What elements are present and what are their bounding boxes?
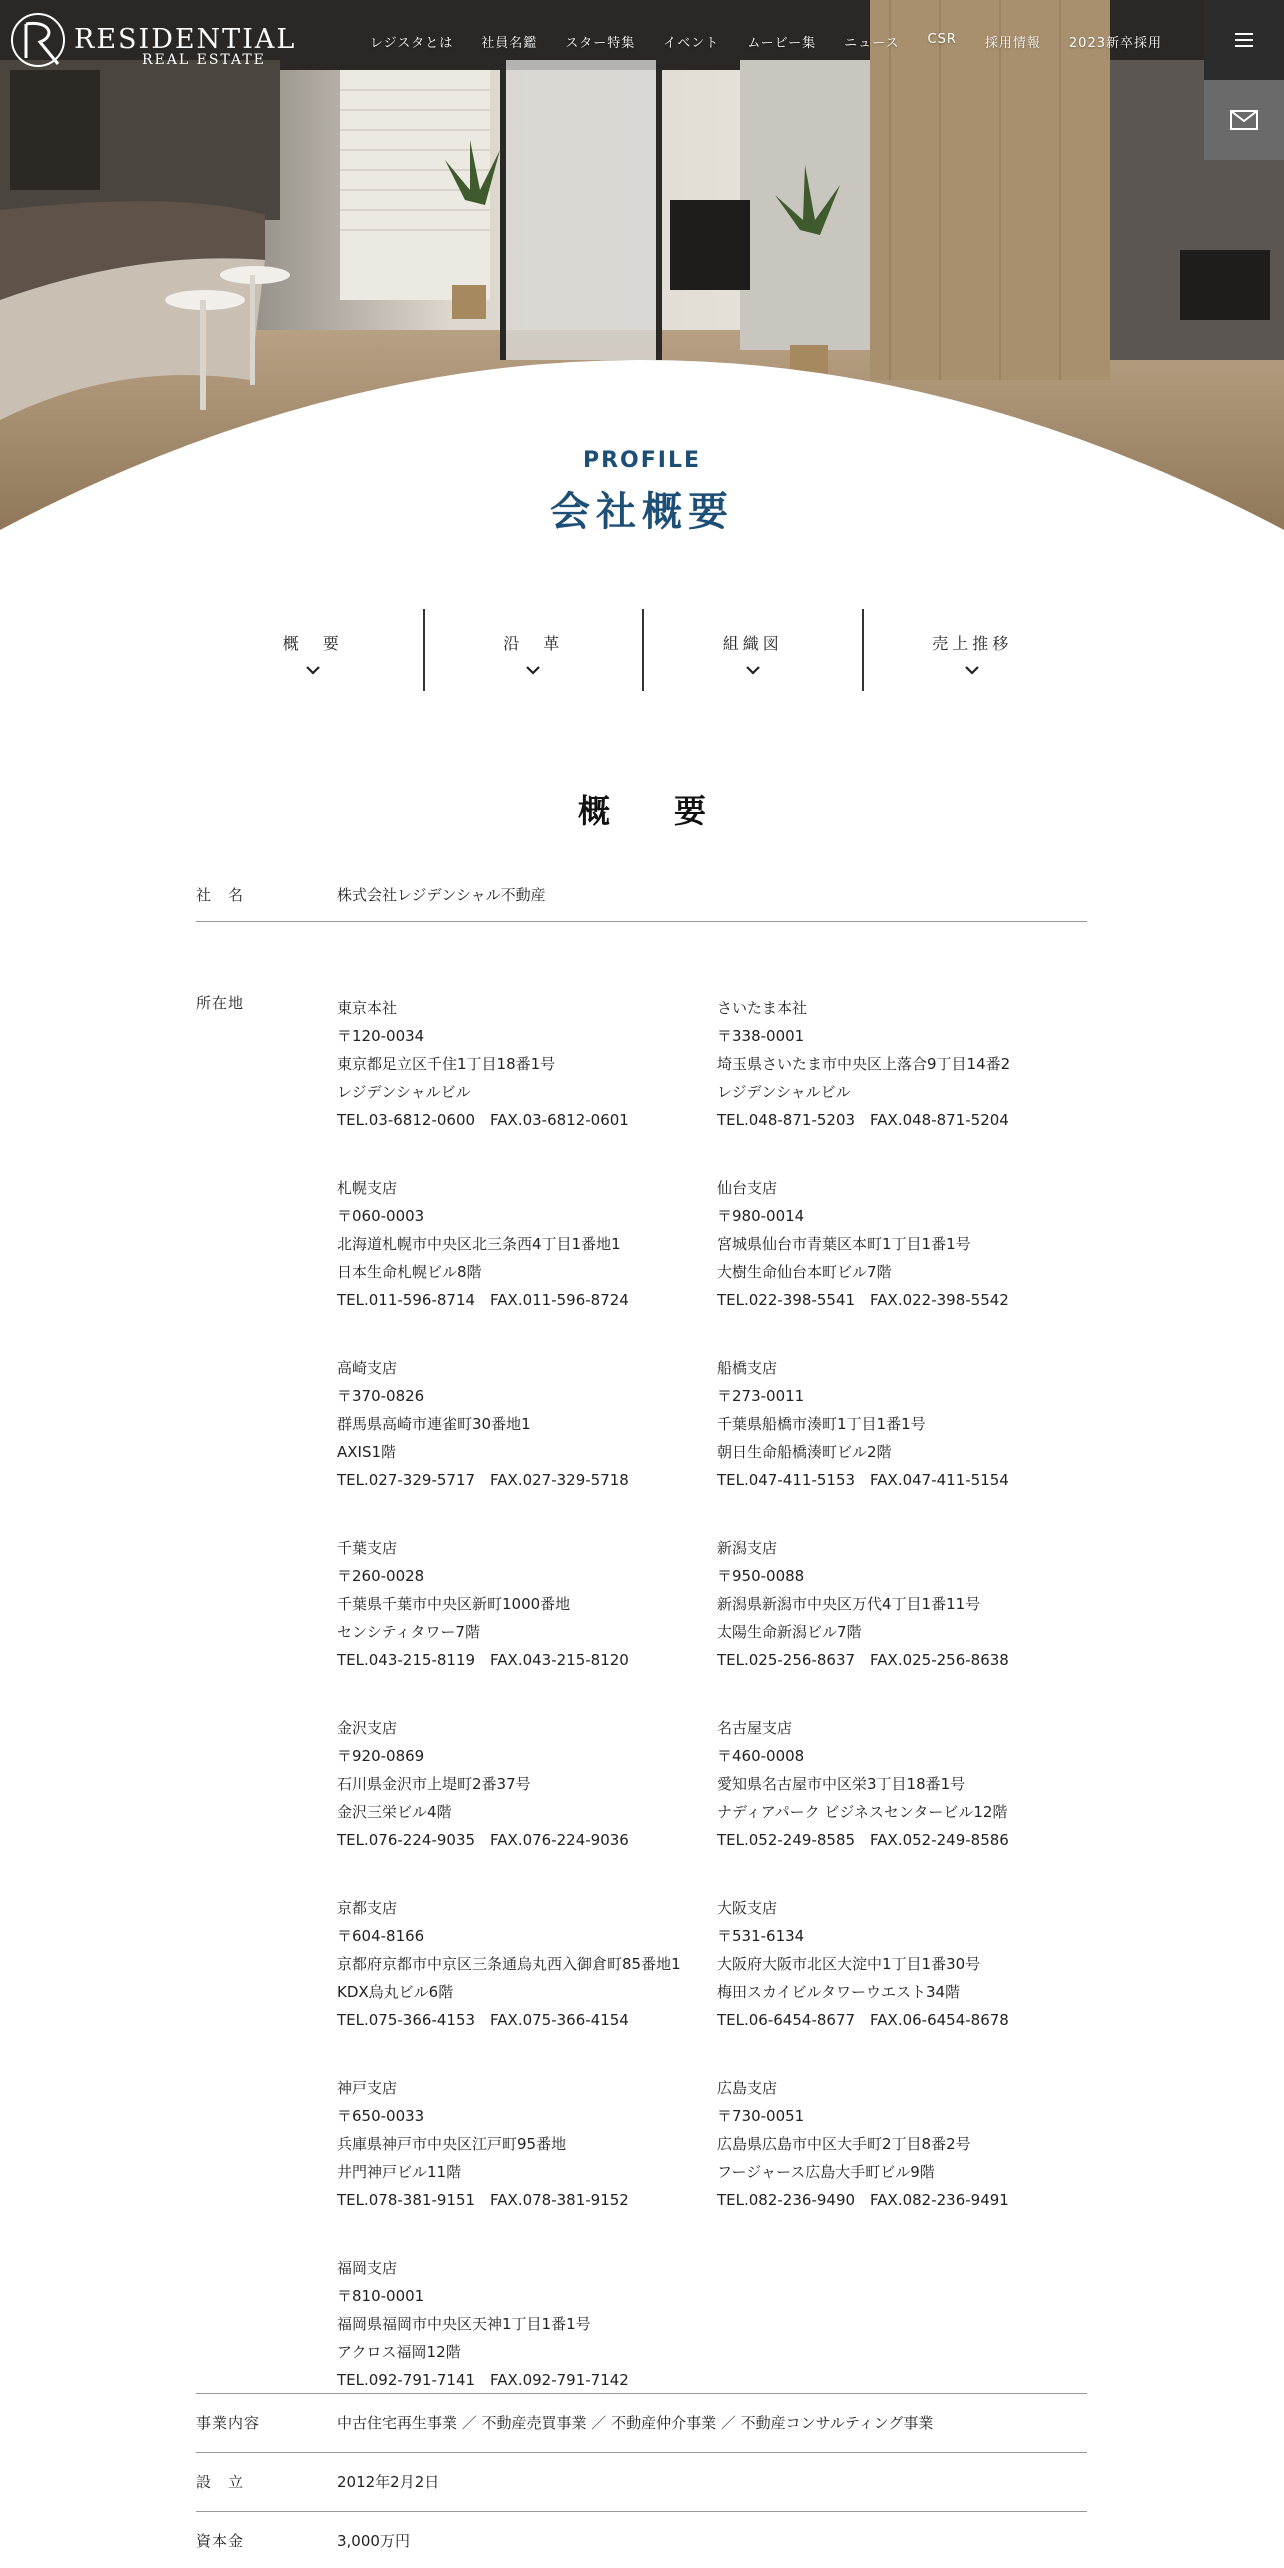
office-tel: TEL.076-224-9035 FAX.076-224-9036 bbox=[337, 1831, 629, 1849]
nav-item-news[interactable]: ニュース bbox=[844, 36, 900, 51]
office-zip: 〒650-0033 bbox=[337, 2107, 425, 2125]
office-zip: 〒060-0003 bbox=[337, 1207, 425, 1225]
office-address: 兵庫県神戸市中央区江戸町95番地 bbox=[337, 2135, 567, 2153]
nav-item-movie[interactable]: ムービー集 bbox=[747, 36, 817, 51]
page-title: 会社概要 bbox=[550, 489, 734, 535]
anchor-item-label: 売上推移 bbox=[932, 634, 1013, 653]
mail-icon bbox=[1230, 110, 1258, 130]
office-tel: TEL.011-596-8714 FAX.011-596-8724 bbox=[337, 1291, 629, 1309]
office-entry bbox=[717, 2074, 1087, 2254]
table-row-business bbox=[196, 2394, 1087, 2453]
office-zip: 〒338-0001 bbox=[717, 1027, 805, 1045]
office-building: AXIS1階 bbox=[337, 1443, 397, 1461]
chevron-down-icon bbox=[305, 665, 321, 675]
row-label: 所在地 bbox=[196, 994, 245, 1012]
office-entry bbox=[717, 1714, 1087, 1894]
office-name: さいたま本社 bbox=[717, 999, 808, 1017]
nav-item-graduate[interactable]: 2023新卒採用 bbox=[1068, 36, 1162, 51]
contact-mail-button[interactable] bbox=[1204, 80, 1284, 160]
anchor-item-sales[interactable] bbox=[862, 609, 1082, 691]
section-title: 概 要 bbox=[577, 792, 722, 830]
office-name: 東京本社 bbox=[337, 999, 398, 1017]
office-address: 愛知県名古屋市中区栄3丁目18番1号 bbox=[717, 1775, 966, 1793]
office-name: 高崎支店 bbox=[337, 1359, 398, 1377]
office-address: 埼玉県さいたま市中央区上落合9丁目14番2 bbox=[717, 1055, 1011, 1073]
office-entry bbox=[717, 1894, 1087, 2074]
office-tel: TEL.06-6454-8677 FAX.06-6454-8678 bbox=[717, 2011, 1009, 2029]
office-building: 朝日生命船橋湊町ビル2階 bbox=[717, 1443, 892, 1461]
office-name: 神戸支店 bbox=[337, 2079, 398, 2097]
office-tel: TEL.078-381-9151 FAX.078-381-9152 bbox=[337, 2191, 629, 2209]
table-row-company-name bbox=[196, 870, 1087, 922]
row-label: 事業内容 bbox=[196, 2414, 261, 2432]
office-tel: TEL.092-791-7141 FAX.092-791-7142 bbox=[337, 2371, 629, 2389]
row-label: 社 名 bbox=[196, 886, 245, 904]
office-address: 北海道札幌市中央区北三条西4丁目1番地1 bbox=[337, 1235, 621, 1253]
capital-value: 3,000万円 bbox=[337, 2532, 410, 2550]
hamburger-menu-button[interactable] bbox=[1204, 0, 1284, 80]
nav-item-event[interactable]: イベント bbox=[663, 36, 720, 51]
office-zip: 〒531-6134 bbox=[717, 1927, 805, 1945]
page-label: PROFILE bbox=[582, 448, 702, 473]
office-address: 広島県広島市中区大手町2丁目8番2号 bbox=[717, 2135, 971, 2153]
office-building: KDX烏丸ビル6階 bbox=[337, 1983, 454, 2001]
office-entry bbox=[337, 1714, 717, 1894]
established-value: 2012年2月2日 bbox=[337, 2473, 440, 2491]
office-zip: 〒460-0008 bbox=[717, 1747, 805, 1765]
office-building: 井門神戸ビル11階 bbox=[337, 2163, 462, 2181]
table-row-address bbox=[196, 922, 1087, 2394]
office-building: レジデンシャルビル bbox=[717, 1083, 851, 1101]
chevron-down-icon bbox=[745, 665, 761, 675]
office-zip: 〒260-0028 bbox=[337, 1567, 425, 1585]
office-building: 太陽生命新潟ビル7階 bbox=[717, 1623, 862, 1641]
office-entry bbox=[337, 1894, 717, 2074]
office-tel: TEL.082-236-9490 FAX.082-236-9491 bbox=[717, 2191, 1009, 2209]
office-building: フージャース広島大手町ビル9階 bbox=[717, 2163, 935, 2181]
office-building: 日本生命札幌ビル8階 bbox=[337, 1263, 482, 1281]
office-name: 名古屋支店 bbox=[717, 1719, 793, 1737]
nav-item-about[interactable]: レジスタとは bbox=[369, 36, 454, 51]
office-tel: TEL.043-215-8119 FAX.043-215-8120 bbox=[337, 1651, 629, 1669]
office-address: 宮城県仙台市青葉区本町1丁目1番1号 bbox=[717, 1235, 971, 1253]
anchor-item-label: 組織図 bbox=[722, 634, 783, 653]
office-building: ナディアパーク ビジネスセンタービル12階 bbox=[717, 1803, 1008, 1821]
office-name: 金沢支店 bbox=[337, 1719, 398, 1737]
nav-item-recruit[interactable]: 採用情報 bbox=[984, 36, 1041, 51]
office-entry bbox=[337, 2074, 717, 2254]
hero bbox=[0, 0, 1284, 540]
office-zip: 〒980-0014 bbox=[717, 1207, 805, 1225]
office-entry bbox=[337, 1354, 717, 1534]
office-entry bbox=[717, 1354, 1087, 1534]
nav-item-csr[interactable]: CSR bbox=[927, 32, 957, 47]
office-tel: TEL.048-871-5203 FAX.048-871-5204 bbox=[717, 1111, 1009, 1129]
office-tel: TEL.03-6812-0600 FAX.03-6812-0601 bbox=[337, 1111, 629, 1129]
row-label: 資本金 bbox=[196, 2532, 245, 2550]
site-header bbox=[0, 0, 1284, 80]
anchor-nav bbox=[203, 609, 1081, 691]
office-address: 千葉県千葉市中央区新町1000番地 bbox=[337, 1595, 571, 1613]
office-tel: TEL.022-398-5541 FAX.022-398-5542 bbox=[717, 1291, 1009, 1309]
chevron-down-icon bbox=[525, 665, 541, 675]
chevron-down-icon bbox=[964, 665, 980, 675]
office-zip: 〒604-8166 bbox=[337, 1927, 425, 1945]
hamburger-icon bbox=[1235, 33, 1253, 47]
anchor-item-label: 沿 革 bbox=[503, 634, 564, 653]
office-name: 京都支店 bbox=[337, 1899, 398, 1917]
office-building: センシティタワー7階 bbox=[337, 1623, 480, 1641]
office-zip: 〒810-0001 bbox=[337, 2287, 425, 2305]
office-zip: 〒730-0051 bbox=[717, 2107, 805, 2125]
office-address: 東京都足立区千住1丁目18番1号 bbox=[337, 1055, 556, 1073]
office-building: アクロス福岡12階 bbox=[337, 2343, 461, 2361]
office-address: 京都府京都市中京区三条通烏丸西入御倉町85番地1 bbox=[337, 1955, 681, 1973]
office-address: 群馬県高崎市連雀町30番地1 bbox=[337, 1415, 531, 1433]
office-name: 福岡支店 bbox=[337, 2259, 398, 2277]
office-tel: TEL.025-256-8637 FAX.025-256-8638 bbox=[717, 1651, 1009, 1669]
nav-item-staff[interactable]: 社員名鑑 bbox=[481, 36, 538, 51]
office-name: 大阪支店 bbox=[717, 1899, 778, 1917]
office-entry bbox=[717, 1174, 1087, 1354]
logo-mark-icon bbox=[6, 10, 72, 70]
office-zip: 〒273-0011 bbox=[717, 1387, 805, 1405]
office-name: 新潟支店 bbox=[717, 1539, 778, 1557]
office-zip: 〒120-0034 bbox=[337, 1027, 425, 1045]
company-name-value: 株式会社レジデンシャル不動産 bbox=[337, 886, 546, 904]
office-address: 新潟県新潟市中央区万代4丁目1番11号 bbox=[717, 1595, 981, 1613]
office-address: 福岡県福岡市中央区天神1丁目1番1号 bbox=[337, 2315, 591, 2333]
anchor-item-label: 概 要 bbox=[282, 634, 343, 653]
table-row-capital bbox=[196, 2512, 1087, 2564]
company-info-table bbox=[196, 870, 1087, 2564]
office-building: 梅田スカイビルタワーウエスト34階 bbox=[717, 1983, 961, 2001]
anchor-item-overview[interactable] bbox=[203, 609, 423, 691]
office-name: 札幌支店 bbox=[337, 1179, 398, 1197]
logo-sub-text: REAL ESTATE bbox=[142, 52, 266, 68]
table-row-established bbox=[196, 2453, 1087, 2512]
anchor-item-organization[interactable] bbox=[642, 609, 862, 691]
site-logo[interactable] bbox=[6, 10, 297, 70]
office-entry bbox=[717, 1534, 1087, 1714]
office-name: 船橋支店 bbox=[717, 1359, 778, 1377]
nav-item-star[interactable]: スター特集 bbox=[565, 36, 636, 51]
office-building: 大樹生命仙台本町ビル7階 bbox=[717, 1263, 892, 1281]
office-zip: 〒920-0869 bbox=[337, 1747, 425, 1765]
office-tel: TEL.075-366-4153 FAX.075-366-4154 bbox=[337, 2011, 629, 2029]
office-name: 千葉支店 bbox=[337, 1539, 398, 1557]
office-name: 仙台支店 bbox=[717, 1179, 778, 1197]
office-entry bbox=[337, 994, 717, 1174]
office-building: 金沢三栄ビル4階 bbox=[337, 1803, 452, 1821]
office-address: 千葉県船橋市湊町1丁目1番1号 bbox=[717, 1415, 926, 1433]
office-tel: TEL.047-411-5153 FAX.047-411-5154 bbox=[717, 1471, 1009, 1489]
office-zip: 〒370-0826 bbox=[337, 1387, 425, 1405]
business-value: 中古住宅再生事業 ／ 不動産売買事業 ／ 不動産仲介事業 ／ 不動産コンサルティング事業 bbox=[337, 2414, 934, 2432]
office-entry bbox=[717, 994, 1087, 1174]
logo-main-text: RESIDENTIAL bbox=[74, 24, 297, 55]
office-entry bbox=[337, 1174, 717, 1354]
office-address: 大阪府大阪市北区大淀中1丁目1番30号 bbox=[717, 1955, 981, 1973]
row-label: 設 立 bbox=[196, 2473, 245, 2491]
office-address: 石川県金沢市上堤町2番37号 bbox=[337, 1775, 531, 1793]
office-entry bbox=[337, 1534, 717, 1714]
anchor-item-history[interactable] bbox=[423, 609, 643, 691]
office-tel: TEL.052-249-8585 FAX.052-249-8586 bbox=[717, 1831, 1009, 1849]
office-tel: TEL.027-329-5717 FAX.027-329-5718 bbox=[337, 1471, 629, 1489]
office-building: レジデンシャルビル bbox=[337, 1083, 471, 1101]
office-name: 広島支店 bbox=[717, 2079, 778, 2097]
global-nav bbox=[356, 32, 1176, 51]
office-list bbox=[337, 994, 1087, 2434]
office-zip: 〒950-0088 bbox=[717, 1567, 805, 1585]
